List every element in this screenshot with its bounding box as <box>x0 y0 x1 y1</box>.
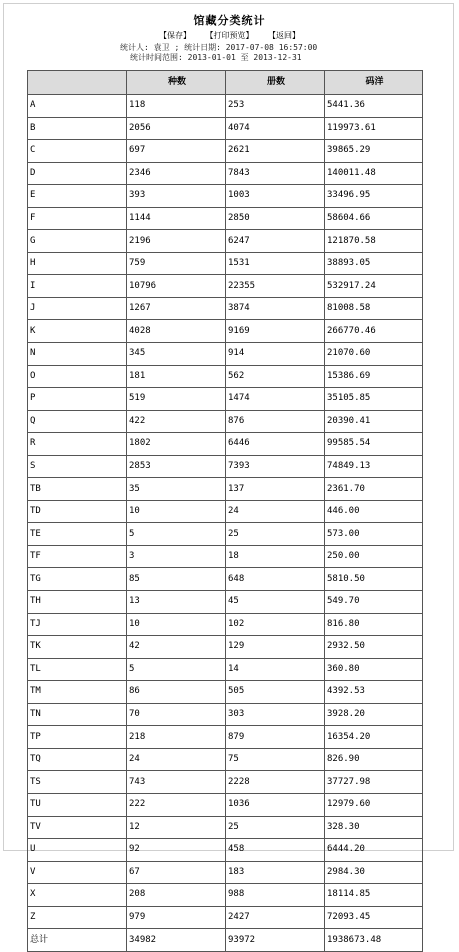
cell-volumes: 129 <box>226 636 325 659</box>
cell-titles: 2853 <box>127 455 226 478</box>
table-row <box>28 162 423 185</box>
cell-price: 140011.48 <box>325 162 423 185</box>
cell-category: TS <box>28 771 127 794</box>
table-row <box>28 884 423 907</box>
cell-price: 826.90 <box>325 748 423 771</box>
cell-titles: 208 <box>127 884 226 907</box>
cell-volumes: 879 <box>226 726 325 749</box>
cell-volumes: 2621 <box>226 140 325 163</box>
cell-titles: 979 <box>127 906 226 929</box>
cell-category: D <box>28 162 127 185</box>
table-row <box>28 906 423 929</box>
cell-price: 4392.53 <box>325 681 423 704</box>
cell-category: F <box>28 207 127 230</box>
cell-titles: 1267 <box>127 297 226 320</box>
cell-category: O <box>28 365 127 388</box>
cell-volumes: 183 <box>226 861 325 884</box>
cell-price: 266770.46 <box>325 320 423 343</box>
table-row <box>28 793 423 816</box>
cell-price: 573.00 <box>325 523 423 546</box>
cell-price: 18114.85 <box>325 884 423 907</box>
table-row <box>28 523 423 546</box>
table-row <box>28 95 423 118</box>
table-row <box>28 703 423 726</box>
cell-price: 2932.50 <box>325 636 423 659</box>
cell-price: 35105.85 <box>325 388 423 411</box>
cell-volumes: 102 <box>226 613 325 636</box>
cell-category: TB <box>28 478 127 501</box>
cell-price: 99585.54 <box>325 433 423 456</box>
cell-category: N <box>28 343 127 366</box>
cell-price: 816.80 <box>325 613 423 636</box>
cell-volumes: 1003 <box>226 185 325 208</box>
back-button[interactable]: 【返回】 <box>268 31 301 40</box>
cell-category: 总计 <box>28 929 127 952</box>
table-row <box>28 636 423 659</box>
cell-volumes: 562 <box>226 365 325 388</box>
cell-category: H <box>28 252 127 275</box>
cell-category: TF <box>28 545 127 568</box>
cell-category: TJ <box>28 613 127 636</box>
cell-volumes: 22355 <box>226 275 325 298</box>
cell-titles: 5 <box>127 523 226 546</box>
stat-info: 统计人: 袁卫 ; 统计日期: 2017-07-08 16:57:00 <box>120 43 318 52</box>
cell-volumes: 93972 <box>226 929 325 952</box>
cell-volumes: 458 <box>226 839 325 862</box>
print-preview-button[interactable]: 【打印预览】 <box>205 31 254 40</box>
cell-titles: 181 <box>127 365 226 388</box>
cell-volumes: 253 <box>226 95 325 118</box>
cell-titles: 24 <box>127 748 226 771</box>
cell-volumes: 18 <box>226 545 325 568</box>
cell-price: 1938673.48 <box>325 929 423 952</box>
cell-category: TG <box>28 568 127 591</box>
cell-category: TP <box>28 726 127 749</box>
header-volumes: 册数 <box>226 71 325 95</box>
table-header-row <box>28 71 423 95</box>
cell-category: TQ <box>28 748 127 771</box>
table-row <box>28 433 423 456</box>
cell-volumes: 648 <box>226 568 325 591</box>
cell-category: X <box>28 884 127 907</box>
table-row <box>28 591 423 614</box>
cell-price: 33496.95 <box>325 185 423 208</box>
cell-category: S <box>28 455 127 478</box>
cell-titles: 1802 <box>127 433 226 456</box>
cell-volumes: 75 <box>226 748 325 771</box>
cell-price: 72093.45 <box>325 906 423 929</box>
cell-category: G <box>28 230 127 253</box>
cell-titles: 2346 <box>127 162 226 185</box>
cell-titles: 759 <box>127 252 226 275</box>
cell-price: 446.00 <box>325 500 423 523</box>
cell-volumes: 505 <box>226 681 325 704</box>
table-row <box>28 861 423 884</box>
table-row <box>28 748 423 771</box>
cell-category: TH <box>28 591 127 614</box>
cell-titles: 67 <box>127 861 226 884</box>
cell-volumes: 24 <box>226 500 325 523</box>
cell-volumes: 7393 <box>226 455 325 478</box>
cell-titles: 218 <box>127 726 226 749</box>
table-row <box>28 613 423 636</box>
table-row <box>28 230 423 253</box>
cell-category: B <box>28 117 127 140</box>
cell-volumes: 9169 <box>226 320 325 343</box>
table-row <box>28 410 423 433</box>
cell-volumes: 7843 <box>226 162 325 185</box>
table-row <box>28 726 423 749</box>
cell-price: 121870.58 <box>325 230 423 253</box>
cell-titles: 35 <box>127 478 226 501</box>
cell-volumes: 6247 <box>226 230 325 253</box>
table-row <box>28 658 423 681</box>
cell-titles: 2196 <box>127 230 226 253</box>
cell-volumes: 3874 <box>226 297 325 320</box>
cell-price: 12979.60 <box>325 793 423 816</box>
header-category <box>28 71 127 95</box>
cell-price: 6444.20 <box>325 839 423 862</box>
cell-price: 20390.41 <box>325 410 423 433</box>
cell-category: I <box>28 275 127 298</box>
cell-titles: 34982 <box>127 929 226 952</box>
stats-table <box>27 70 423 952</box>
cell-titles: 743 <box>127 771 226 794</box>
cell-price: 532917.24 <box>325 275 423 298</box>
table-row <box>28 839 423 862</box>
cell-titles: 92 <box>127 839 226 862</box>
cell-titles: 345 <box>127 343 226 366</box>
table-row <box>28 117 423 140</box>
table-row <box>28 816 423 839</box>
cell-category: Z <box>28 906 127 929</box>
table-row <box>28 771 423 794</box>
cell-price: 39865.29 <box>325 140 423 163</box>
cell-category: K <box>28 320 127 343</box>
cell-titles: 12 <box>127 816 226 839</box>
page-title: 馆藏分类统计 <box>193 14 266 27</box>
cell-price: 328.30 <box>325 816 423 839</box>
cell-price: 2984.30 <box>325 861 423 884</box>
cell-category: P <box>28 388 127 411</box>
cell-titles: 422 <box>127 410 226 433</box>
cell-category: TU <box>28 793 127 816</box>
cell-volumes: 303 <box>226 703 325 726</box>
cell-category: TD <box>28 500 127 523</box>
cell-volumes: 4074 <box>226 117 325 140</box>
table-row <box>28 455 423 478</box>
cell-category: R <box>28 433 127 456</box>
cell-volumes: 914 <box>226 343 325 366</box>
cell-titles: 10 <box>127 500 226 523</box>
cell-price: 74849.13 <box>325 455 423 478</box>
cell-volumes: 1531 <box>226 252 325 275</box>
cell-titles: 222 <box>127 793 226 816</box>
table-row <box>28 207 423 230</box>
table-row <box>28 568 423 591</box>
cell-titles: 697 <box>127 140 226 163</box>
cell-category: TN <box>28 703 127 726</box>
table-row <box>28 343 423 366</box>
cell-price: 5441.36 <box>325 95 423 118</box>
cell-volumes: 6446 <box>226 433 325 456</box>
cell-price: 81008.58 <box>325 297 423 320</box>
cell-category: V <box>28 861 127 884</box>
cell-category: A <box>28 95 127 118</box>
cell-volumes: 1036 <box>226 793 325 816</box>
cell-category: C <box>28 140 127 163</box>
table-row <box>28 681 423 704</box>
cell-price: 250.00 <box>325 545 423 568</box>
cell-volumes: 45 <box>226 591 325 614</box>
cell-price: 38893.05 <box>325 252 423 275</box>
cell-titles: 70 <box>127 703 226 726</box>
cell-volumes: 137 <box>226 478 325 501</box>
cell-volumes: 988 <box>226 884 325 907</box>
cell-titles: 10 <box>127 613 226 636</box>
table-row <box>28 365 423 388</box>
cell-category: U <box>28 839 127 862</box>
cell-price: 2361.70 <box>325 478 423 501</box>
header-titles: 种数 <box>127 71 226 95</box>
cell-volumes: 14 <box>226 658 325 681</box>
cell-titles: 519 <box>127 388 226 411</box>
table-row <box>28 185 423 208</box>
table-row <box>28 297 423 320</box>
stat-range: 统计时间范围: 2013-01-01 至 2013-12-31 <box>130 53 302 62</box>
action-bar <box>0 30 459 41</box>
table-row <box>28 929 423 952</box>
table-row <box>28 388 423 411</box>
cell-titles: 13 <box>127 591 226 614</box>
cell-titles: 86 <box>127 681 226 704</box>
cell-price: 16354.20 <box>325 726 423 749</box>
cell-category: TV <box>28 816 127 839</box>
table-row <box>28 275 423 298</box>
cell-titles: 1144 <box>127 207 226 230</box>
cell-titles: 393 <box>127 185 226 208</box>
cell-titles: 118 <box>127 95 226 118</box>
cell-price: 119973.61 <box>325 117 423 140</box>
cell-titles: 4028 <box>127 320 226 343</box>
cell-price: 21070.60 <box>325 343 423 366</box>
cell-titles: 10796 <box>127 275 226 298</box>
cell-price: 5810.50 <box>325 568 423 591</box>
cell-titles: 5 <box>127 658 226 681</box>
cell-titles: 42 <box>127 636 226 659</box>
cell-category: TE <box>28 523 127 546</box>
cell-volumes: 25 <box>226 523 325 546</box>
cell-category: J <box>28 297 127 320</box>
cell-price: 37727.98 <box>325 771 423 794</box>
table-row <box>28 545 423 568</box>
cell-price: 360.80 <box>325 658 423 681</box>
cell-category: Q <box>28 410 127 433</box>
table-row <box>28 320 423 343</box>
cell-category: TL <box>28 658 127 681</box>
table-row <box>28 252 423 275</box>
cell-price: 15386.69 <box>325 365 423 388</box>
cell-price: 549.70 <box>325 591 423 614</box>
cell-titles: 2056 <box>127 117 226 140</box>
cell-price: 3928.20 <box>325 703 423 726</box>
save-button[interactable]: 【保存】 <box>158 31 191 40</box>
cell-volumes: 876 <box>226 410 325 433</box>
header-price: 码洋 <box>325 71 423 95</box>
cell-volumes: 1474 <box>226 388 325 411</box>
cell-volumes: 2427 <box>226 906 325 929</box>
cell-price: 58604.66 <box>325 207 423 230</box>
cell-titles: 85 <box>127 568 226 591</box>
table-row <box>28 478 423 501</box>
cell-volumes: 2850 <box>226 207 325 230</box>
cell-titles: 3 <box>127 545 226 568</box>
cell-volumes: 2228 <box>226 771 325 794</box>
cell-category: TK <box>28 636 127 659</box>
cell-category: E <box>28 185 127 208</box>
cell-volumes: 25 <box>226 816 325 839</box>
cell-category: TM <box>28 681 127 704</box>
table-row <box>28 500 423 523</box>
table-row <box>28 140 423 163</box>
